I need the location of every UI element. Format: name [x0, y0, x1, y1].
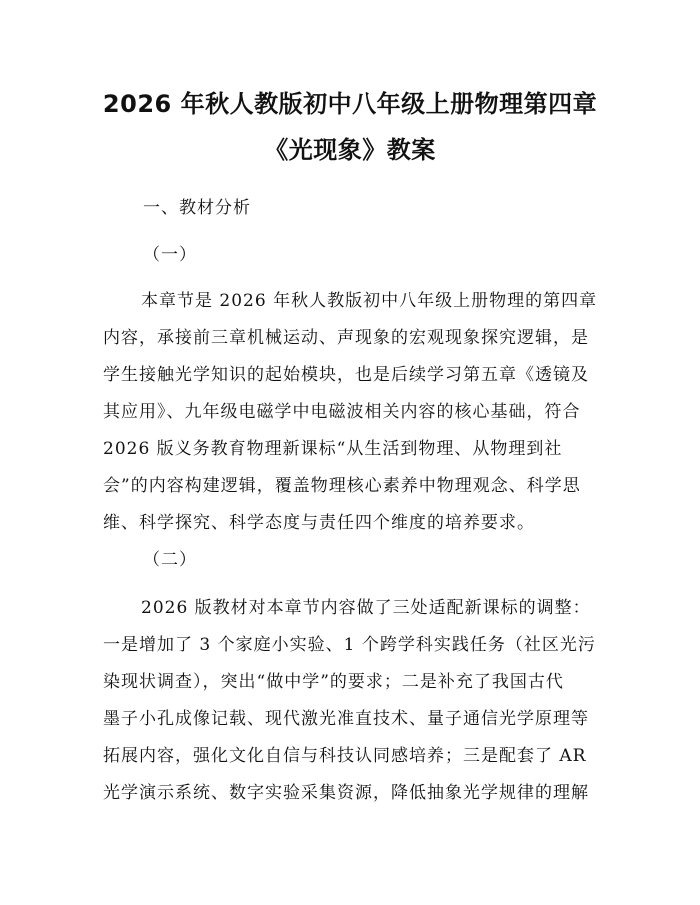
- paragraph-line: 2026 版教材对本章节内容做了三处适配新课标的调整：: [141, 598, 591, 618]
- paragraph-line: 墨子小孔成像记载、现代激光准直技术、量子通信光学原理等: [103, 709, 589, 729]
- paragraph-line: 内容，承接前三章机械运动、声现象的宏观现象探究逻辑，是: [103, 328, 589, 348]
- paragraph-line: 2026 版义务教育物理新课标“从生活到物理、从物理到社: [103, 439, 563, 459]
- paragraph-line: 光学演示系统、数字实验采集资源，降低抽象光学规律的理解: [103, 783, 589, 803]
- paragraph-line: 其应用》、九年级电磁学中电磁波相关内容的核心基础，符合: [103, 402, 581, 422]
- paragraph-line: 染现状调查），突出“做中学”的要求；二是补充了我国古代: [103, 672, 564, 692]
- paragraph-1: [103, 283, 603, 542]
- paragraph-2: [103, 590, 603, 812]
- subsection-heading-2: （二）: [143, 550, 197, 570]
- paragraph-line: 学生接触光学知识的起始模块，也是后续学习第五章《透镜及: [103, 365, 589, 385]
- paragraph-line: 拓展内容，强化文化自信与科技认同感培养；三是配套了 AR: [103, 746, 587, 766]
- paragraph-line: 维、科学探究、科学态度与责任四个维度的培养要求。: [103, 513, 535, 533]
- section-heading-teaching-material-analysis: 一、教材分析: [143, 198, 251, 218]
- paragraph-line: 本章节是 2026 年秋人教版初中八年级上册物理的第四章: [141, 291, 598, 311]
- paragraph-line: 会”的内容构建逻辑，覆盖物理核心素养中物理观念、科学思: [103, 476, 581, 496]
- document-title-line-1: 2026 年秋人教版初中八年级上册物理第四章: [102, 90, 598, 118]
- document-title-line-2: 《光现象》教案: [264, 136, 436, 164]
- paragraph-line: 一是增加了 3 个家庭小实验、1 个跨学科实践任务（社区光污: [103, 635, 596, 655]
- subsection-heading-1: （一）: [143, 245, 197, 265]
